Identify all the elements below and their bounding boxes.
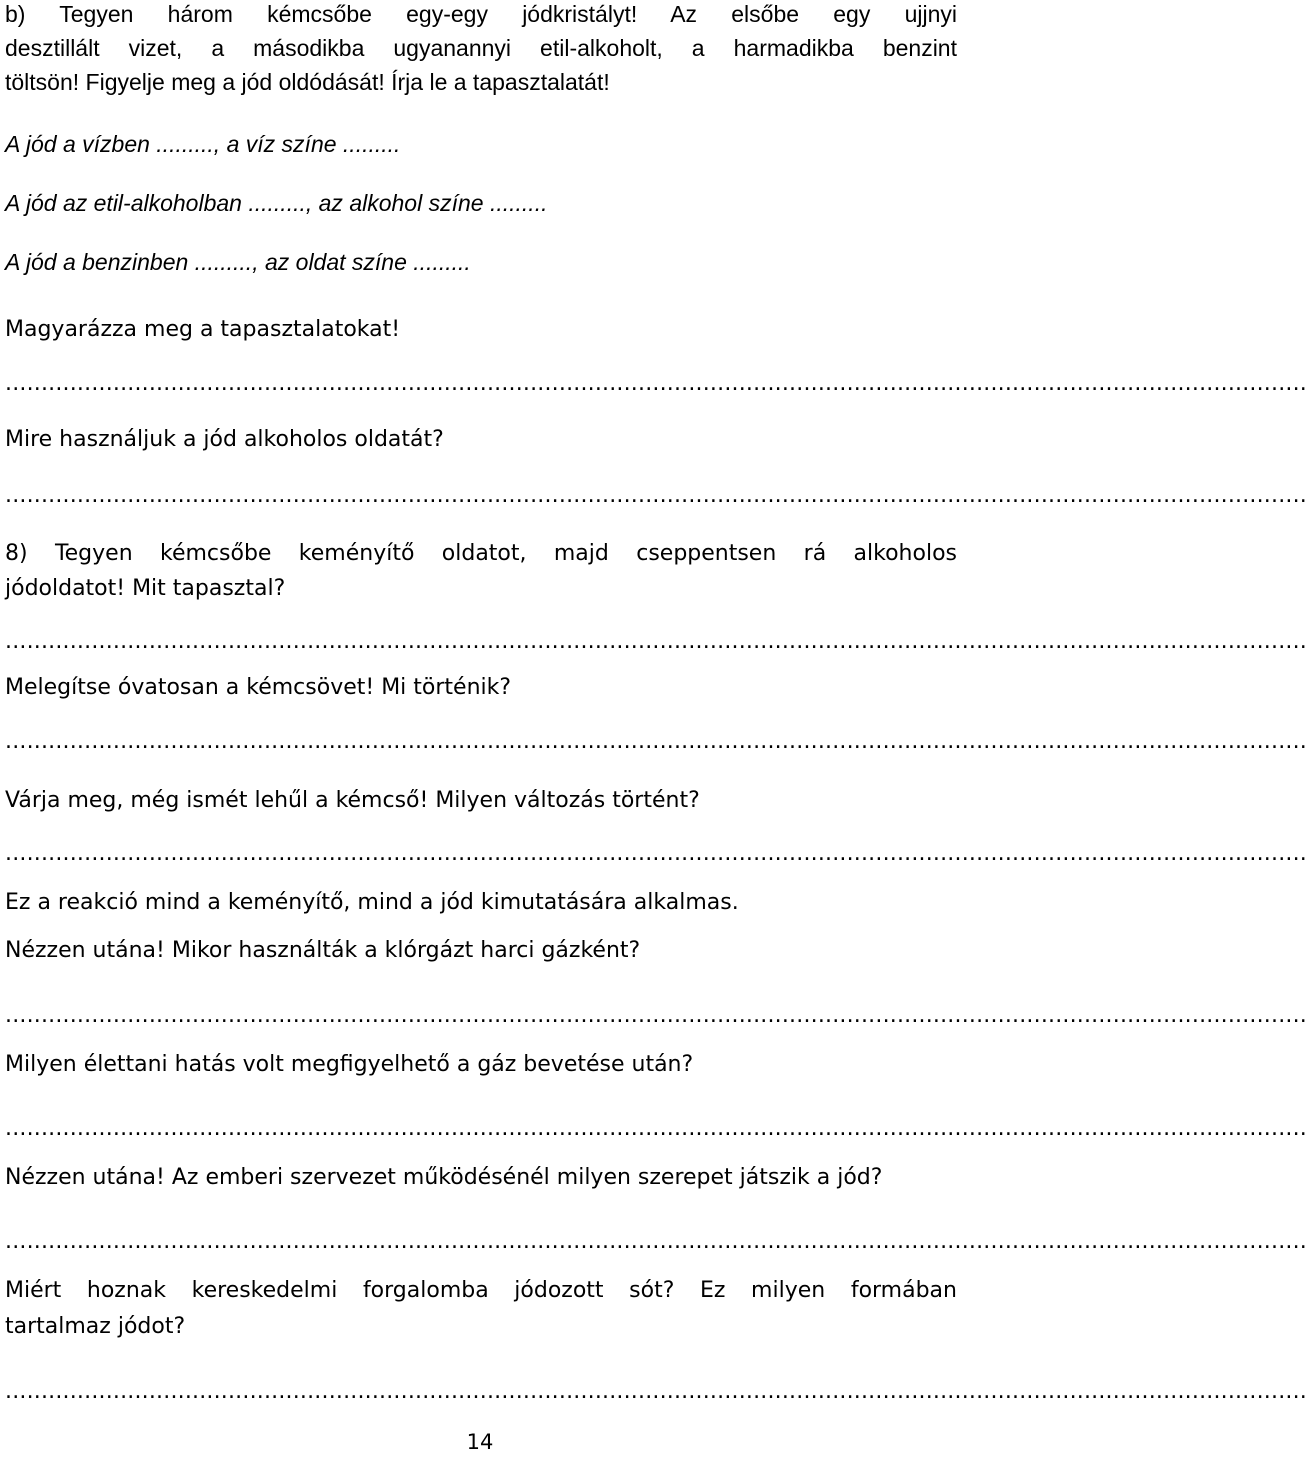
detection-note: Ez a reakció mind a keményítő, mind a jód kimutatására alkalmas. [5, 890, 739, 915]
explain-question: Magyarázza meg a tapasztalatokat! [5, 317, 401, 342]
page-number: 14 [466, 1430, 494, 1454]
iodized-salt-question-line-1: Miért hoznak kereskedelmi forgalomba jódozott sót? Ez milyen formában [5, 1278, 957, 1303]
task-b-text-line-2: desztillált vizet, a másodikba ugyanannyi etil-alkoholt, a harmadikba benzint [5, 35, 957, 61]
task-8-text-line-2: jódoldatot! Mit tapasztal? [5, 576, 286, 601]
answer-line: ..................................................................................................................................................................................... [5, 629, 1307, 654]
iodine-role-question: Nézzen utána! Az emberi szervezet működésénél milyen szerepet játszik a jód? [5, 1165, 883, 1190]
answer-line: ..................................................................................................................................................................................... [5, 1003, 1307, 1028]
answer-line: ..................................................................................................................................................................................... [5, 841, 1307, 866]
iodine-in-water-line: A jód a vízben ........., a víz színe ......... [5, 131, 401, 157]
chlorine-gas-question: Nézzen utána! Mikor használták a klórgázt harci gázként? [5, 938, 641, 963]
use-question: Mire használjuk a jód alkoholos oldatát? [5, 427, 444, 452]
iodine-in-benzine-line: A jód a benzinben ........., az oldat színe ......... [5, 249, 471, 275]
answer-line: ..................................................................................................................................................................................... [5, 371, 1307, 396]
answer-line: ..................................................................................................................................................................................... [5, 483, 1307, 508]
iodine-in-alcohol-line: A jód az etil-alkoholban ........., az alkohol színe ......... [5, 190, 548, 216]
answer-line: ..................................................................................................................................................................................... [5, 1379, 1307, 1404]
task-8-text-line-1: 8) Tegyen kémcsőbe keményítő oldatot, majd cseppentsen rá alkoholos [5, 541, 957, 566]
task-b-text-line-3: töltsön! Figyelje meg a jód oldódását! Írja le a tapasztalatát! [5, 69, 610, 95]
heat-question: Melegítse óvatosan a kémcsövet! Mi történik? [5, 675, 512, 700]
answer-line: ..................................................................................................................................................................................... [5, 1229, 1307, 1254]
physiological-effect-question: Milyen élettani hatás volt megfigyelhető a gáz bevetése után? [5, 1052, 694, 1077]
task-b-text-line-1: b) Tegyen három kémcsőbe egy-egy jódkristályt! Az elsőbe egy ujjnyi [5, 1, 957, 27]
iodized-salt-question-line-2: tartalmaz jódot? [5, 1314, 186, 1339]
answer-line: ..................................................................................................................................................................................... [5, 729, 1307, 754]
cool-question: Várja meg, még ismét lehűl a kémcső! Milyen változás történt? [5, 788, 700, 813]
answer-line: ..................................................................................................................................................................................... [5, 1116, 1307, 1141]
